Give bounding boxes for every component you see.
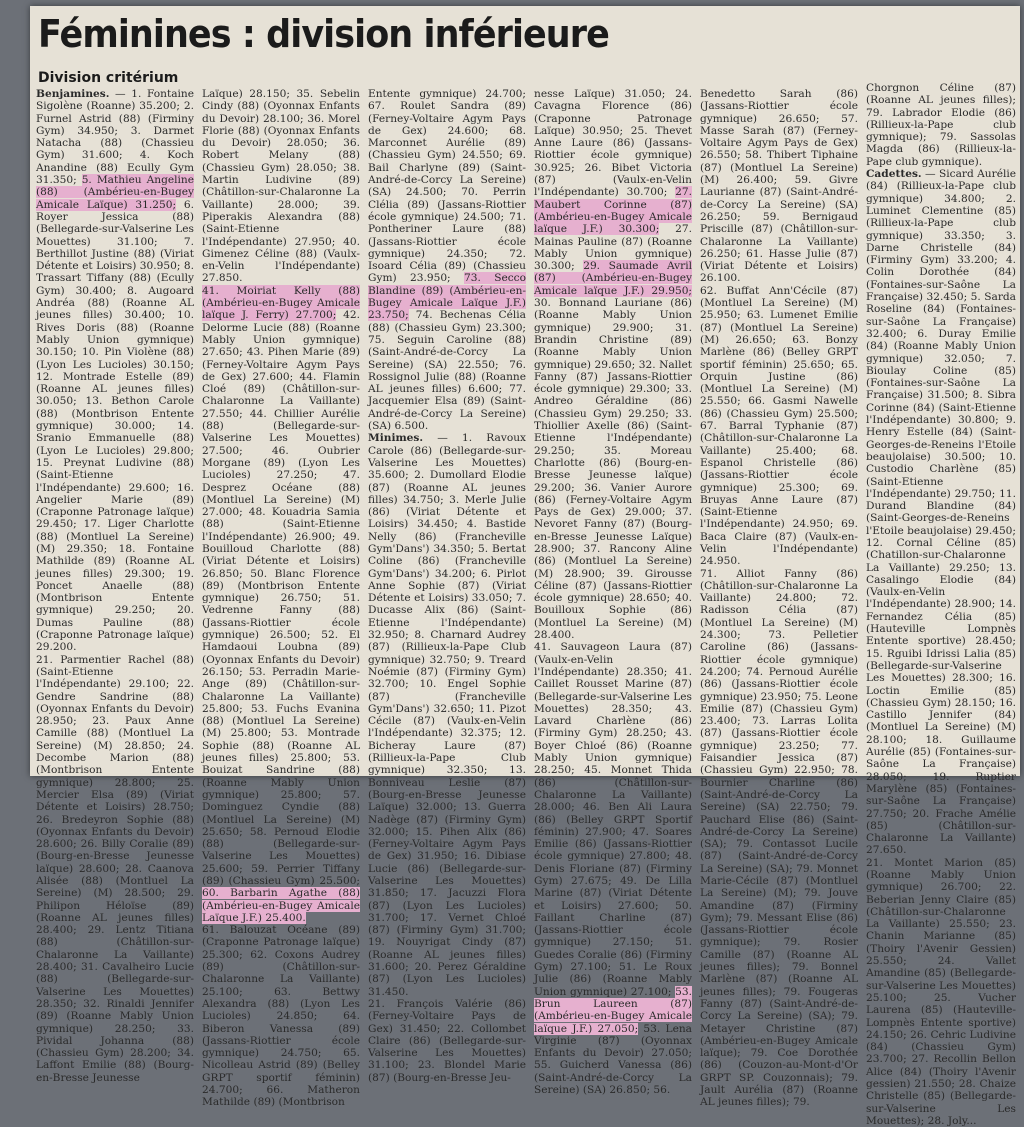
highlighted-result: 73. Secco Blandine (89) (Ambérieu-en-Bugey Amicale Laïque J.F.) 23.750; — [368, 272, 526, 322]
text-column-4 — [534, 88, 693, 1097]
results-text: 42. Delorme Lucie (88) (Roanne Mably Union gymnique) 27.650; 43. Pihen Marie (89) (Ferney-Voltaire Agym Pays de Gex) 27.600; 44. Flamin Cloé (89) (Châtillon-sur-Chalaronne La Vaillante) 27.550; 44. Chillier Aurélie (88) (Bellegarde-sur-Valserine Les Mouettes) 27.500; 46. Oubrier Morgane (89) (Lyon Les Lucioles) 27.250; 47. Desprez Océane (88) (Montluel La Sereine) (M) 27.000; 48. Kouadria Samia (88) (Saint-Etienne l'Indépendante) 26.900; 49. Bouilloud Charlotte (88) (Viriat Détente et Loisirs) 26.850; 50. Blanc Florence (89) (Montbrison Entente gymnique) 26.750; 51. Vedrenne Fanny (88) (Jassans-Riottier école gymnique) 26.500; 52. El Hamdaoui Loubna (89) (Oyonnax Enfants du Devoir) 26.150; 53. Perradin Marie-Ange (89) (Châtillon-sur-Chalaronne La Vaillante) 25.800; 53. Fuchs Evanina (88) (Montluel La Sereine) (M) 25.800; 53. Montrade Sophie (88) (Roanne AL jeunes filles) 25.800; 53. Bouizat Sandrine (88) (Roanne Mably Union gymnique) 25.800; 57. Dominguez Cyndie (88) (Montluel La Sereine) (M) 25.650; 58. Pernoud Elodie (88) (Bellegarde-sur-Valserine Les Mouettes) 25.600; 59. Perrier Tiffany (89) (Chassieu Gym) 25.500; — [202, 309, 360, 887]
paragraph — [534, 88, 692, 641]
paragraph: Chorgnon Céline (87) (Roanne AL jeunes filles); 79. Labrador Elodie (86) (Rillieux-la-Pape club gymnique); 79. Sassolas Magda (86) (Rillieux-la-Pape club gymnique). — [866, 82, 1016, 168]
highlighted-result: 27. Maubert Corinne (87) (Ambérieu-en-Bugey Amicale laïque J.F.) 30.300; — [534, 186, 692, 236]
paragraph: 61. Balouzat Océane (89) (Craponne Patronage laïque) 25.300; 62. Coxons Audrey (89) (Châtillon-sur-Chalaronne La Vaillante) 25.100; 63. Bettwy Alexandra (88) (Lyon Les Lucioles) 24.850; 64. Biberon Vanessa (89) (Jassans-Riottier école gymnique) 24.750; 65. Nicolleau Astrid (89) (Belley GRPT sportif féminin) 24.700; 66. Matheron Mathilde (89) (Montbrison — [202, 924, 360, 1109]
page-title: Féminines : division inférieure — [38, 12, 609, 56]
results-text: 74. Bechenas Célia (88) (Chassieu Gym) 23.300; 75. Seguin Caroline (88) (Saint-André-de-Corcy La Sereine) (SA) 22.550; 76. Rossignol Julie (88) (Roanne AL jeunes filles) 6.600; 77. Jacquemier Elsa (89) (Saint-André-de-Corcy La Sereine) (SA) 6.500. — [368, 309, 526, 433]
paragraph: Laïque) 28.150; 35. Sebelin Cindy (88) (Oyonnax Enfants du Devoir) 28.100; 36. Morel Florie (88) (Oyonnax Enfants du Devoir) 28.050; 36. Robert Melany (88) (Chassieu Gym) 28.050; 38. Martin Ludivine (89) (Châtillon-sur-Chalaronne La Vaillante) 28.000; 39. Piperakis Alexandra (88) (Saint-Etienne l'Indépendante) 27.950; 40. Gimenez Céline (88) (Vaulx-en-Velin l'Indépendante) 27.850. — [202, 88, 360, 285]
text-column-5 — [700, 88, 858, 1109]
paragraph — [368, 432, 526, 998]
paragraph — [368, 88, 526, 432]
results-text: 30. Bonnand Lauriane (86) (Roanne Mably Union gymnique) 29.900; 31. Brandin Christine (89) (Roanne Mably Union gymnique) 29.650; 32. Nallet Fanny (87) Jassans-Riottier école gymnique) 29.300; 33. Andreo Géraldine (86) (Chassieu Gym) 29.250; 33. Thiollier Axelle (86) (Saint-Etienne l'Indépendante) 29.250; 35. Moreau Charlotte (86) (Bourg-en-Bresse Jeunesse laïque) 29.200; 36. Vanier Aurore (86) (Ferney-Voltaire Agym Pays de Gex) 29.000; 37. Nevoret Fanny (87) (Bourg-en-Bresse Jeunesse Laïque) 28.900; 37. Rancony Aline (86) (Montluel La Sereine) (M) 28.900; 39. Girousse Céline (87) (Jassans-Riottier école gymnique) 28.650; 40. Bouilloux Sophie (86) (Montluel La Sereine) (M) 28.400. — [534, 297, 692, 642]
paragraph: 21. Parmentier Rachel (88) (Saint-Etienne l'Indépendante) 29.100; 22. Gendre Sandrine (88) (Oyonnax Enfants du Devoir) 28.950; 23. Paux Anne Camille (88) (Montluel La Sereine) (M) 28.850; 24. Decombe Marion (88) (Montbrison Entente gymnique) 28.800; 25. Mercier Elsa (89) (Viriat Détente et Loisirs) 28.750; 26. Bredeyron Sophie (88) (Oyonnax Enfants du Devoir) 28.600; 26. Billy Coralie (89) (Bourg-en-Bresse Jeunesse laïque) 28.600; 28. Caanova Alisée (88) (Montluel La Sereine) (M) 28.500; 29. Philipon Héloïse (89) (Roanne AL jeunes filles) 28.400; 29. Lentz Titiana (88) (Châtillon-sur-Chalaronne La Vaillante) 28.400; 31. Cavalheiro Lucie (88) (Bellegarde-sur-Valserine Les Mouettes) 28.350; 32. Rinaldi Jennifer (89) (Roanne Mably Union gymnique) 28.250; 33. Pividal Johanna (88) (Chassieu Gym) 28.200; 34. Laffont Emilie (88) (Bourg-en-Bresse Jeunesse — [36, 653, 194, 1084]
highlighted-result: 29. Saumade Avril (87) (Ambérieu-en-Bugey Amicale laïque J.F.) 29.950; — [534, 260, 693, 297]
text-column-2 — [202, 88, 360, 1109]
results-text: 27. Mainas Pauline (87) (Roanne Mably Union gymnique) 30.300; — [534, 223, 692, 273]
section-heading: Division critérium — [38, 70, 179, 86]
category-heading: Cadettes. — [866, 168, 922, 181]
paragraph: 21. Montet Marion (85) (Roanne Mably Union gymnique) 26.700; 22. Beberian Jenny Claire (85) (Châtillon-sur-Chalaronne La Vaillante) 25.550; 23. Chanin Marianne (85) (Thoiry l'Avenir Gessien) 25.550; 24. Vallet Amandine (85) (Bellegarde-sur-Valserine Les Mouettes) 25.100; 25. Vucher Laurena (85) (Hauteville-Lompnès Entente sportive) 24.150; 26. Cehric Ludivine (84) (Chassieu Gym) 23.700; 27. Recollin Bellon Alice (84) (Thoiry l'Avenir gessien) 21.550; 28. Chaize Christelle (85) (Bellegarde-sur-Valserine Les Mouettes); 28. Joly... — [866, 856, 1016, 1127]
results-text: — 1. Ravoux Carole (86) (Bellegarde-sur-Valserine Les Mouettes) 35.600; 2. Dumollard Elodie (87) (Roanne AL jeunes filles) 34.750; 3. Merle Julie (86) (Viriat Détente et Loisirs) 34.450; 4. Bastide Nelly (86) (Francheville Gym'Dans') 34.350; 5. Bertat Coline (86) (Francheville Gym'Dans') 34.200; 6. Pirlot Anne Sophie (87) (Viriat Détente et Loisirs) 33.050; 7. Ducasse Alix (86) (Saint-Etienne l'Indépendante) 32.950; 8. Charnard Audrey (87) (Rillieux-la-Pape Club gymnique) 32.750; 9. Treard Noémie (87) (Firminy Gym) 32.700; 10. Engel Sophie (87) (Francheville Gym'Dans') 32.650; 11. Pizot Cécile (87) (Vaulx-en-Velin l'Indépendante) 32.375; 12. Bicheray Laure (87) (Rillieux-la-Pape Club gymnique) 32.350; 13. Bonniveau Leslie (87) (Bourg-en-Bresse Jeunesse Laïque) 32.000; 13. Guerra Nadège (87) (Firminy Gym) 32.000; 15. Pihen Alix (86) (Ferney-Voltaire Agym Pays de Gex) 31.950; 16. Dibiase Lucie (86) (Bellegarde-sur-Valserine Les Mouettes) 31.850; 17. Jacuzzi Flora (87) (Lyon Les Lucioles) 31.700; 17. Vernet Chloé (87) (Firminy Gym) 31.700; 19. Nouyrigat Cindy (87) (Roanne AL jeunes filles) 31.600; 20. Perez Géraldine (87) (Lyon Les Lucioles) 31.450. — [368, 432, 526, 998]
results-text: 53. Lena Virginie (87) (Oyonnax Enfants du Devoir) 27.050; 55. Guicherd Vanessa (86) (Saint-André-de-Corcy La Sereine) (SA) 26.850; 56. — [534, 1022, 692, 1097]
results-text: nesse Laïque) 31.050; 24. Cavagna Florence (86) (Craponne Patronage Laïque) 30.950; 25. Thevet Anne Laure (86) (Jassans-Riottier école gymnique) 30.925; 26. Bibet Victoria (87) (Vaulx-en-Velin l'Indépendante) 30.700; — [534, 88, 692, 199]
paragraph — [36, 88, 194, 654]
paragraph — [534, 641, 692, 1096]
highlighted-result: 53. Brun Laureen (87) (Ambérieu-en-Bugey Amicale laïque J.F.) 27.050; — [534, 985, 692, 1035]
category-heading: Minimes. — [368, 432, 424, 445]
newspaper-clipping — [30, 6, 1020, 1127]
text-column-6 — [866, 82, 1017, 1127]
results-text: 6. Royer Jessica (88) (Bellegarde-sur-Valserine Les Mouettes) 31.100; 7. Berthillot Justine (88) (Viriat Détente et Loisirs) 30.950; 8. Trassart Tiffany (88) (Ecully Gym) 30.400; 8. Augoard Andréa (88) (Roanne AL jeunes filles) 30.400; 10. Rives Doris (88) (Roanne Mably Union gymnique) 30.150; 10. Pin Violène (88) (Lyon Les Lucioles) 30.150; 12. Montrade Estelle (89) (Roanne AL jeunes filles) 30.050; 13. Bethon Carole (88) (Montbrison Entente gymnique) 30.000; 14. Sranio Emmanuelle (88) (Lyon Le Lucioles) 29.800; 15. Preynat Ludivine (88) (Saint-Etienne l'Indépendante) 29.600; 16. Angelier Marie (89) (Craponne Patronage laïque) 29.450; 17. Liger Charlotte (88) (Montluel La Sereine) (M) 29.350; 18. Fontaine Mathilde (89) (Roanne AL jeunes filles) 29.300; 19. Poncet Anaelle (88) (Montbrison Entente gymnique) 29.250; 20. Dumas Pauline (88) (Craponne Patronage laïque) 29.200. — [36, 198, 194, 654]
text-column-3 — [368, 88, 526, 1084]
highlighted-result: 5. Mathieu Angeline (88) (Ambérieu-en-Bugey Amicale Laïque) 31.250; — [36, 174, 194, 211]
paragraph — [866, 168, 1016, 857]
text-column-1 — [36, 88, 194, 1084]
results-text: — 1. Fontaine Sigolène (Roanne) 35.200; 2. Furnel Astrid (88) (Firminy Gym) 34.950; 3. Darmet Natacha (88) (Chassieu Gym) 31.600; 4. Koch Anandine (88) Ecully Gym 31.350; — [36, 88, 194, 187]
results-text: — Sicard Aurélie (84) (Rillieux-la-Pape club gymnique) 34.800; 2. Luminet Clementine (85) (Rillieux-la-Pape club gymnique) 33.350; 3. Darne Christelle (84) (Firminy Gym) 33.200; 4. Colin Dorothée (84) (Fontaines-sur-Saône La Française) 32.450; 5. Sarda Roseline (84) (Fontaines-sur-Saône La Française) 32.400; 6. Duray Emilie (84) (Roanne Mably Union gymnique) 32.050; 7. Bioulay Coline (85) (Fontaines-sur-Saône La Française) 31.500; 8. Sibra Corinne (84) (Saint-Etienne l'Indépendante) 30.800; 9. Henry Estelle (84) (Saint-Georges-de-Reneins l'Etoile beaujolaise) 30.500; 10. Custodio Charlène (85) (Saint-Etienne l'Indépendante) 29.750; 11. Durand Blandine (84) (Saint-Georges-de-Reneins l'Etoile beaujolaise) 29.450; 12. Cornal Céline (85) (Chatillon-sur-Chalaronne La Vaillante) 29.250; 13. Casalingo Elodie (84) (Vaulx-en-Velin l'Indépendante) 28.900; 14. Fernandez Célia (85) (Hauteville Lompnès Entente sportive) 28.450; 15. Rguibi Idrissi Lalia (85) (Bellegarde-sur-Valserine Les Mouettes) 28.300; 16. Loctin Emilie (85) (Chassieu Gym) 28.150; 16. Castillo Jennifer (84) (Montluel La Sereine) (M) 28.100; 18. Guillaume Aurélie (85) (Fontaines-sur-Saône La Française) 28.050; 19. Ruptier Marylène (85) (Fontaines-sur-Saône La Française) 27.750; 20. Frache Amélie (85) (Châtillon-sur-Chalaronne La Vaillante) 27.650. — [866, 168, 1017, 857]
paragraph: Benedetto Sarah (86) (Jassans-Riottier école gymnique) 26.650; 57. Masse Sarah (87) (Ferney-Voltaire Agym Pays de Gex) 26.550; 58. Thibert Tiphaine (87) (Montluel La Sereine) (M) 26.400; 59. Givre Laurianne (87) (Saint-André-de-Corcy La Sereine) (SA) 26.250; 59. Bernigaud Priscille (87) (Châtillon-sur-Chalaronne La Vaillante) 26.250; 61. Hasse Julie (87) (Viriat Détente et Loisirs) 26.100. — [700, 88, 858, 285]
category-heading: Benjamines. — [36, 88, 110, 100]
results-text: 41. Sauvageon Laura (87) (Vaulx-en-Velin l'Indépendante) 28.350; 41. Caillet Rousset Marine (87) (Bellegarde-sur-Valserine Les Mouettes) 28.350; 43. Lavard Charlène (86) (Firminy Gym) 28.250; 43. Boyer Chloé (86) (Roanne Mably Union gymnique) 28.250; 45. Monnet Thida (86) (Châtillon-sur-Chalaronne La Vaillante) 28.000; 46. Ben Ali Laura (86) (Belley GRPT Sportif féminin) 27.900; 47. Soares Emilie (86) (Jassans-Riottier école gymnique) 27.800; 48. Denis Floriane (87) (Firminy Gym) 27.675; 49. De Lilla Marine (87) (Viriat Détente et Loisirs) 27.600; 50. Faillant Charline (87) (Jassans-Riottier école gymnique) 27.150; 51. Guedes Coralie (86) (Firminy Gym) 27.100; 51. Le Roux Julie (86) (Roanne Mably Union gymnique) 27.100; — [534, 641, 692, 998]
highlighted-result: 60. Barbarin Agathe (88) (Ambérieu-en-Bugey Amicale Laïque J.F.) 25.400. — [202, 887, 360, 924]
paragraph: 62. Buffat Ann'Cécile (87) (Montluel La Sereine) (M) 25.950; 63. Lumenet Emilie (87) (Montluel La Sereine) (M) 26.650; 63. Bonzy Marlène (86) (Belley GRPT sportif féminin) 25.650; 65. Orquin Justine (86) (Montluel La Sereine) (M) 25.550; 66. Gasmi Nawelle (86) (Chassieu Gym) 25.500; 67. Barral Typhanie (87) (Châtillon-sur-Chalaronne La Vaillante) 25.400; 68. Espanol Christelle (86) (Jassans-Riottier école gymnique) 25.300; 69. Bruyas Anne Laure (87) (Saint-Etienne l'Indépendante) 24.950; 69. Baca Claire (87) (Vaulx-en-Velin l'Indépendante) 24.950. — [700, 284, 858, 568]
paragraph — [202, 285, 360, 924]
results-text: Entente gymnique) 24.700; 67. Roulet Sandra (89) (Ferney-Voltaire Agym Pays de Gex) 24.600; 68. Marconnet Aurélie (89) (Chassieu Gym) 24.550; 69. Bail Charlyne (89) (Saint-André-de-Corcy La Sereine) (SA) 24.500; 70. Perrin Clélia (89) (Jassans-Riottier école gymnique) 24.500; 71. Pontheriner Laure (88) (Jassans-Riottier école gymnique) 24.350; 72. Isoard Célia (89) (Chassieu Gym) 23.950; — [368, 88, 526, 285]
highlighted-result: 41. Moiriat Kelly (88) (Ambérieu-en-Bugey Amicale laïque J. Ferry) 27.700; — [202, 284, 360, 322]
paragraph: 71. Alliot Fanny (86) (Châtillon-sur-Chalaronne La Vaillante) 24.800; 72. Radisson Célia (87) (Montluel La Sereine) (M) 24.300; 73. Pelletier Caroline (86) (Jassans-Riottier école gymnique) 24.200; 74. Pernoud Aurélie (86) (Jassans-Riottier école gymnique) 23.950; 75. Leone Emilie (87) (Chassieu Gym) 23.400; 73. Larras Lolita (87) (Jassans-Riottier école gymnique) 23.250; 77. Faisandier Jessica (87) (Chassieu Gym) 22.950; 78. Bournier Charline (86) (Saint-André-de-Corcy La Sereine) (SA) 22.750; 79. Pauchard Elise (86) (Saint-André-de-Corcy La Sereine) (SA); 79. Contassot Lucile (87) (Saint-André-de-Corcy La Sereine) (SA); 79. Monnet Marie-Cécile (87) (Montluel La Sereine) (M); 79. Jouve Amandine (87) (Firminy Gym); 79. Messant Elise (86) (Jassans-Riottier école gymnique); 79. Rosier Camille (87) (Roanne AL jeunes filles); 79. Bonnel Marlène (87) (Roanne AL jeunes filles); 79. Fougeras Fanny (87) (Saint-André-de-Corcy La Sereine) (SA); 79. Metayer Christine (87) (Ambérieu-en-Bugey Amicale laïque); 79. Coe Dorothée (86) (Couzon-au-Mont-d'Or GRPT SP. Couzonnais); 79. Jault Aurélia (87) (Roanne AL jeunes filles); 79. — [700, 567, 858, 1109]
paragraph: 21. François Valérie (86) (Ferney-Voltaire Pays de Gex) 31.450; 22. Collombet Claire (86) (Bellegarde-sur-Valserine Les Mouettes) 31.100; 23. Blondel Marie (87) (Bourg-en-Bresse Jeu- — [368, 997, 526, 1084]
